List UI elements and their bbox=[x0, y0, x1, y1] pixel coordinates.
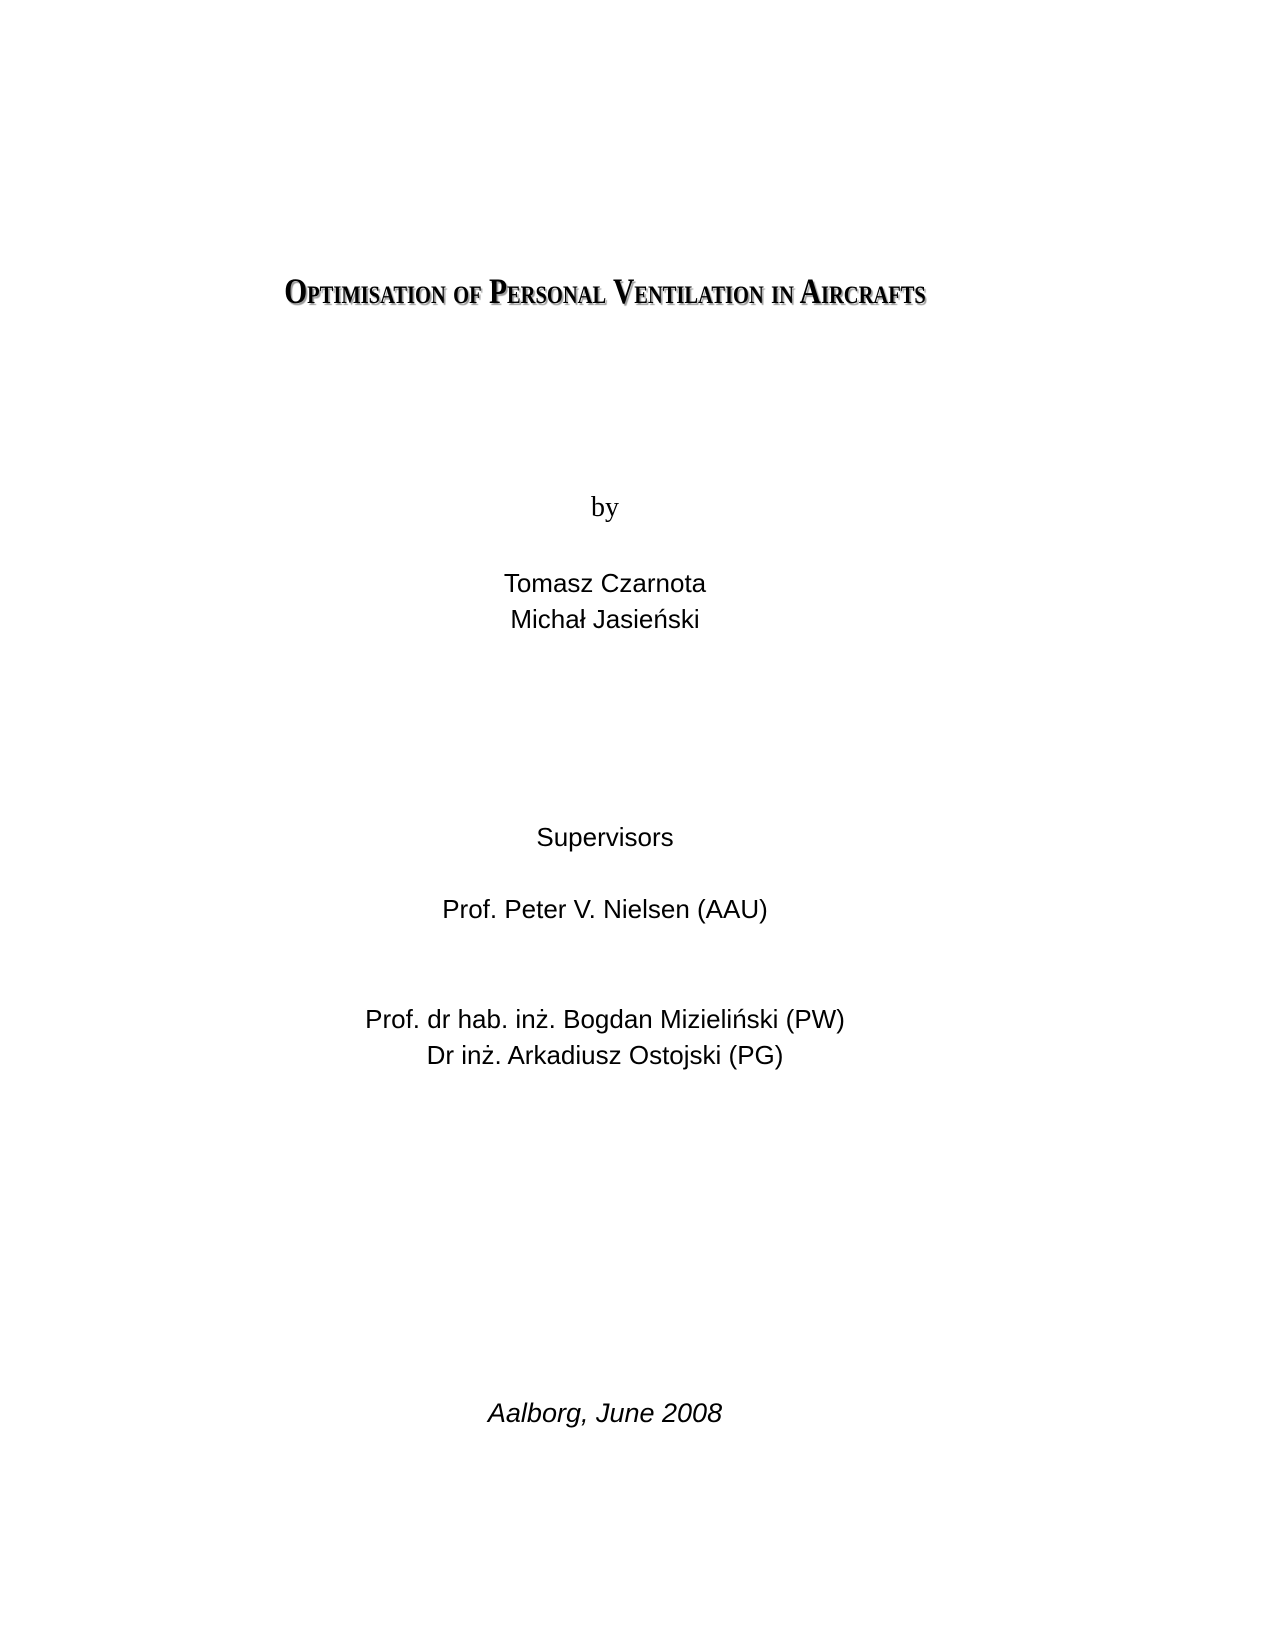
by-label: by bbox=[591, 492, 619, 523]
supervisors-heading: Supervisors bbox=[536, 822, 674, 852]
document-title: Optimisation of Personal Ventilation in Aircrafts bbox=[284, 271, 926, 311]
supervisor-name: Dr inż. Arkadiusz Ostojski (PG) bbox=[426, 1040, 784, 1070]
author-name: Tomasz Czarnota bbox=[503, 568, 707, 598]
supervisor-name: Prof. dr hab. inż. Bogdan Mizieliński (PW) bbox=[365, 1004, 845, 1034]
supervisor-name: Prof. Peter V. Nielsen (AAU) bbox=[442, 894, 768, 924]
place-and-date: Aalborg, June 2008 bbox=[487, 1398, 723, 1428]
author-name: Michał Jasieński bbox=[510, 604, 700, 634]
